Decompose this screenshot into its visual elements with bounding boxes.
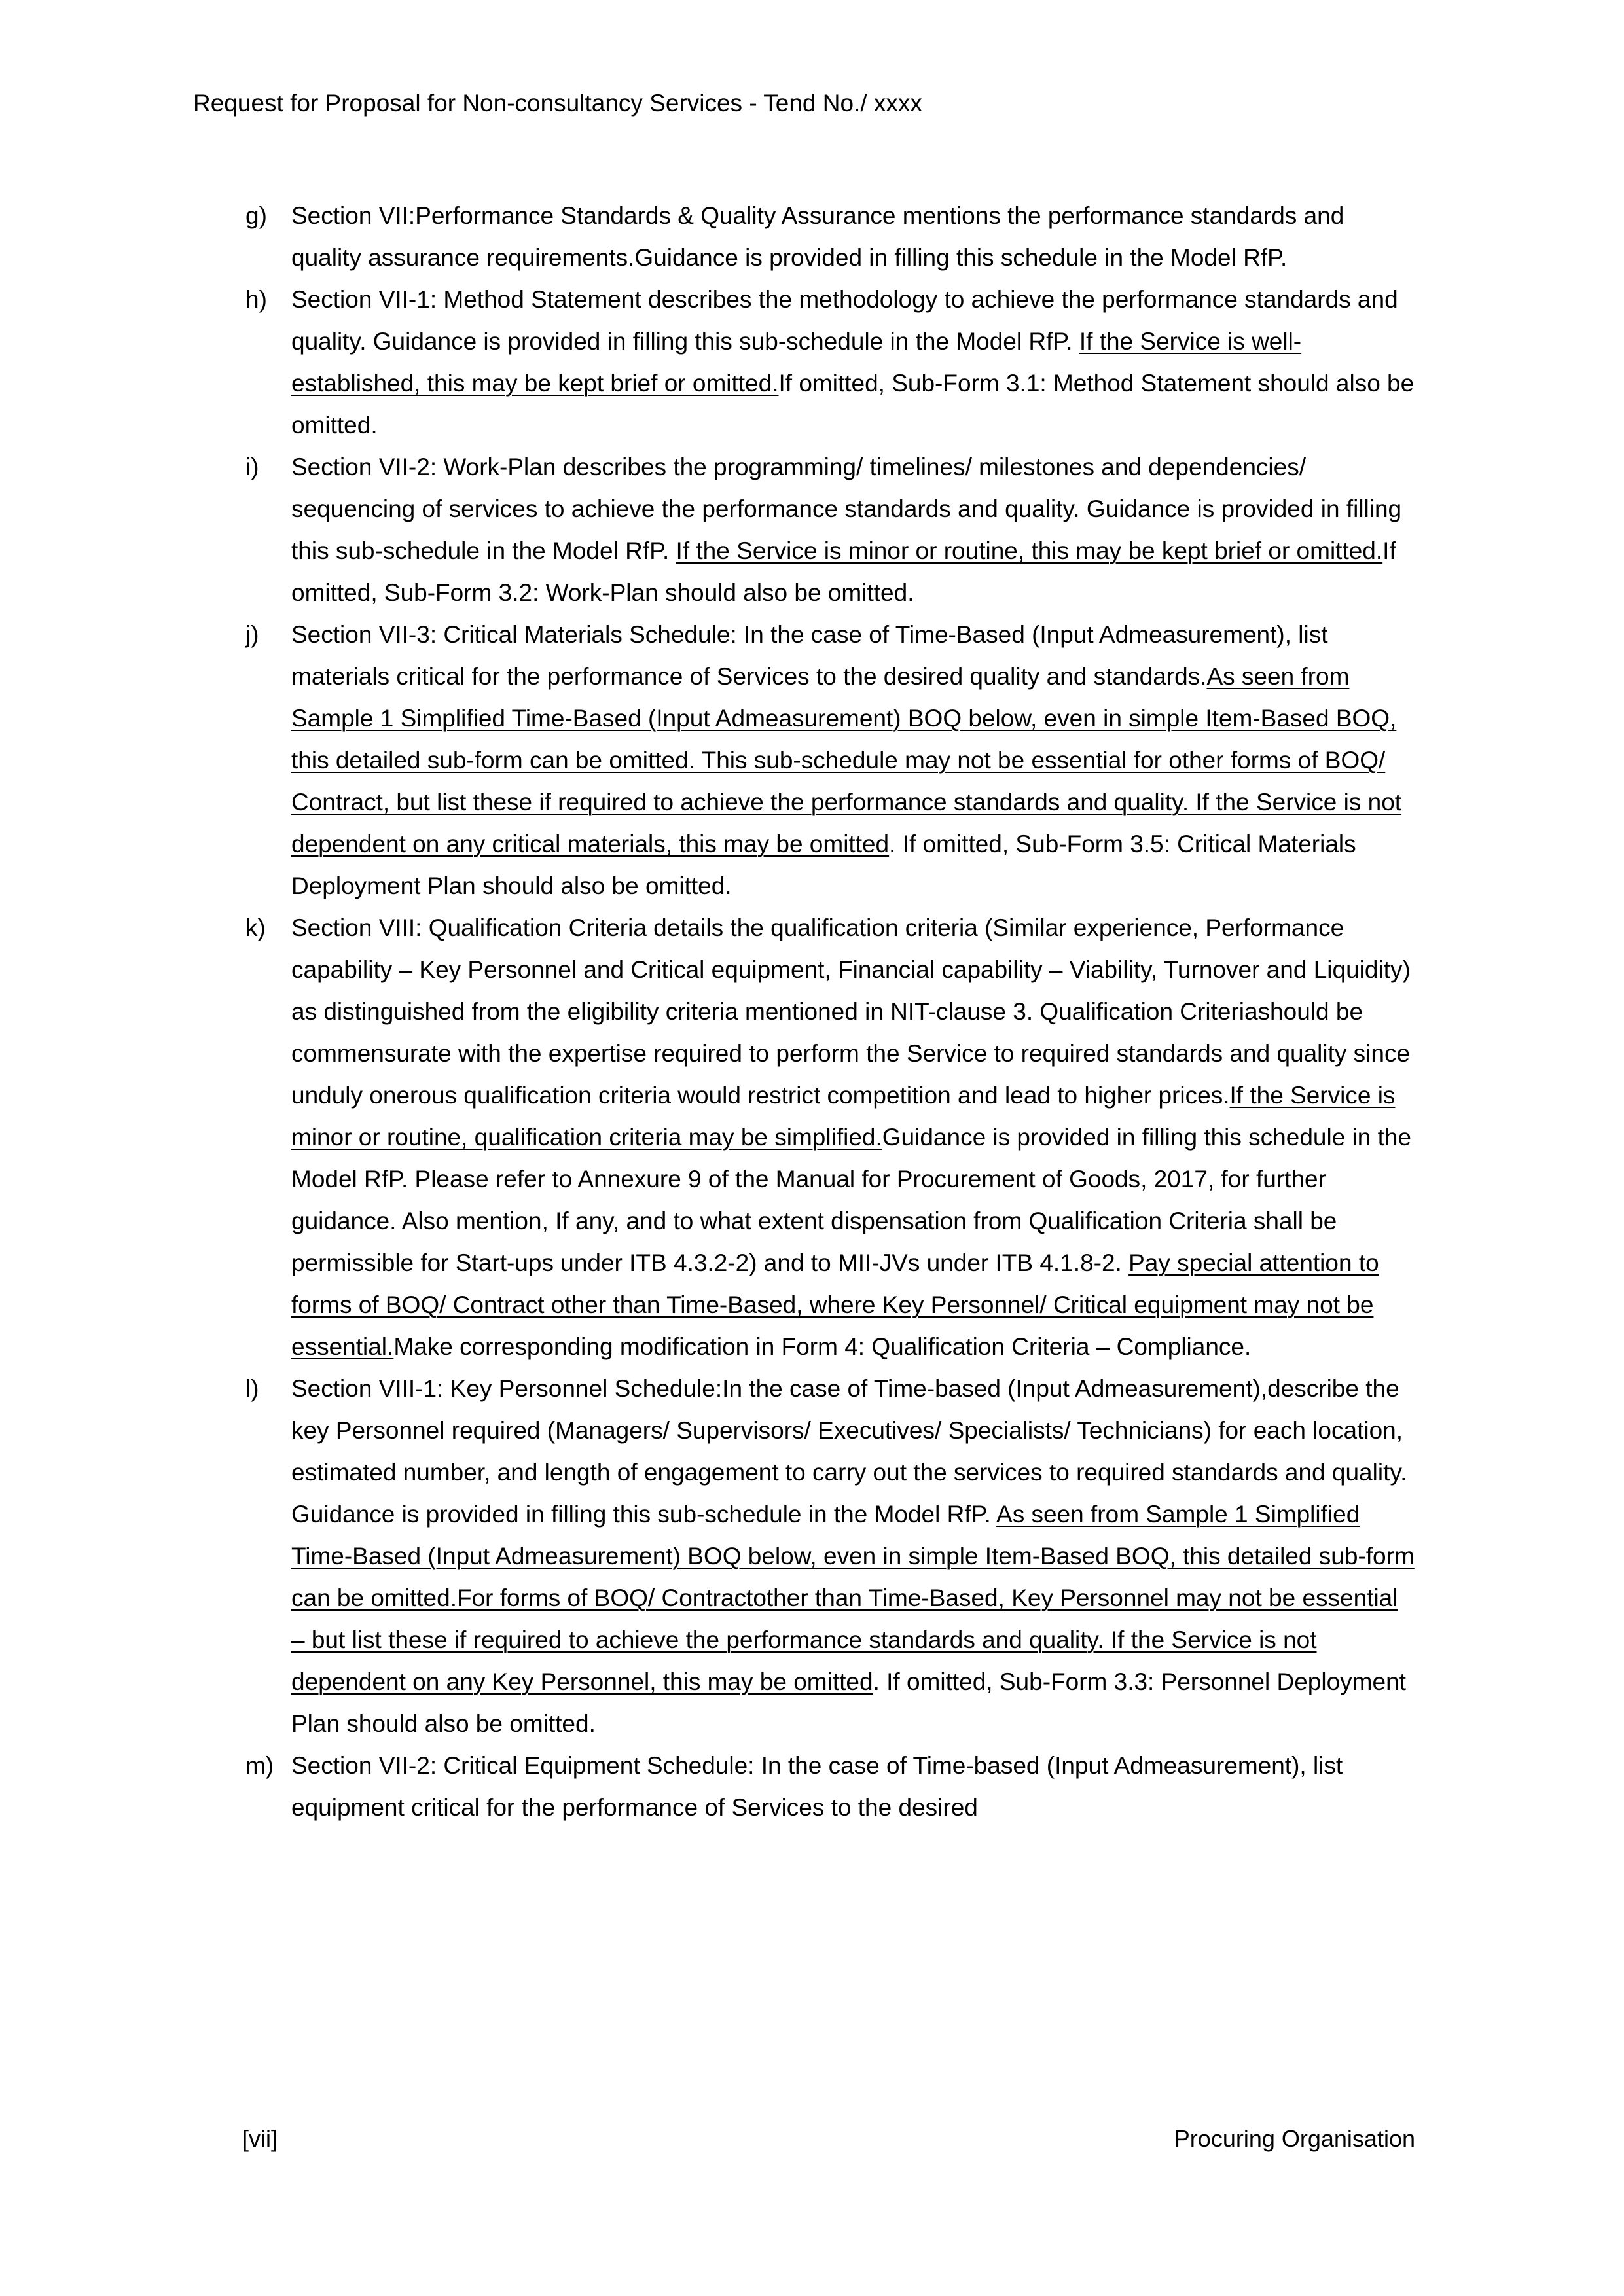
list-item	[245, 614, 1417, 907]
plain-text: Guidance is provided in filling this schedule in the Model RfP. Please refer to Annexure 9 of the Manual for Procurement of Goods, 2017, for further guidance. Also mention, If any, and to what extent dispensation from Qualification Criteria shall be permissible for Start-ups under ITB 4.3.2-2) and to MII-JVs under ITB 4.1.8-2.	[291, 1124, 1412, 1276]
underlined-text: As seen from Sample 1 Simplified Time-Based (Input Admeasurement) BOQ below, even in simple Item-Based BOQ, this detailed sub-form can be omitted. This sub-schedule may not be essential for other forms of BOQ/ Contract, but list these if required to achieve the performance standards and quality. If the Service is not dependent on any critical materials, this may be omitted	[291, 663, 1402, 857]
list-item-marker: j)	[245, 621, 259, 648]
plain-text: Section VIII-1: Key Personnel Schedule:In the case of Time-based (Input Admeasurement),describe the key Personnel required (Managers/ Supervisors/ Executives/ Specialists/ Technicians) for each location, estimated number, and length of engagement to carry out the services to required standards and quality. Guidance is provided in filling this sub-schedule in the Model RfP.	[291, 1375, 1407, 1528]
list-item-marker: l)	[245, 1375, 259, 1402]
list-item	[245, 279, 1417, 446]
list-item-text	[291, 614, 1417, 907]
plain-text: Section VII-3: Critical Materials Schedule: In the case of Time-Based (Input Admeasurement), list materials critical for the performance of Services to the desired quality and standards.	[291, 621, 1328, 690]
list-item-marker: k)	[245, 914, 266, 941]
footer-organisation: Procuring Organisation	[1174, 2125, 1415, 2152]
list-item-marker: i)	[245, 454, 259, 480]
plain-text: If omitted, Sub-Form 3.1: Method Statement should also be omitted.	[291, 370, 1415, 439]
underlined-text: As seen from Sample 1 Simplified Time-Based (Input Admeasurement) BOQ below, even in simple Item-Based BOQ, this detailed sub-form can be omitted.For forms of BOQ/ Contractother than Time-Based, Key Personnel may not be essential – but list these if required to achieve the performance standards and quality. If the Service is not dependent on any Key Personnel, this may be omitted	[291, 1501, 1415, 1695]
list-item-text	[291, 279, 1417, 446]
underlined-text: Pay special attention to forms of BOQ/ Contract other than Time-Based, where Key Personnel/ Critical equipment may not be essential.	[291, 1249, 1379, 1360]
instruction-list	[245, 195, 1417, 1829]
plain-text: If omitted, Sub-Form 3.2: Work-Plan should also be omitted.	[291, 537, 1396, 606]
list-item-marker: m)	[245, 1752, 274, 1779]
plain-text: Section VII-2: Critical Equipment Schedule: In the case of Time-based (Input Admeasurement), list equipment critical for the performance of Services to the desired	[291, 1752, 1343, 1821]
list-item-text	[291, 195, 1417, 279]
list-item-text	[291, 446, 1417, 614]
list-item-marker: g)	[245, 202, 267, 229]
plain-text: Section VII:Performance Standards & Quality Assurance mentions the performance standards and quality assurance requirements.Guidance is provided in filling this schedule in the Model RfP.	[291, 202, 1344, 271]
running-header: Request for Proposal for Non-consultancy Services - Tend No./ xxxx	[193, 90, 922, 117]
list-item-marker: h)	[245, 286, 267, 313]
page-number: [vii]	[242, 2125, 278, 2152]
list-item	[245, 195, 1417, 279]
plain-text: Section VII-1: Method Statement describes the methodology to achieve the performance standards and quality. Guidance is provided in filling this sub-schedule in the Model RfP.	[291, 286, 1398, 355]
list-item-text	[291, 1745, 1417, 1829]
plain-text: Section VII-2: Work-Plan describes the programming/ timelines/ milestones and dependencies/ sequencing of services to achieve the performance standards and quality. Guidance is provided in filling this sub-schedule in the Model RfP.	[291, 454, 1402, 564]
underlined-text: If the Service is well-established, this may be kept brief or omitted.	[291, 328, 1302, 397]
list-item-text	[291, 907, 1417, 1368]
page-footer	[242, 2124, 1415, 2154]
list-item	[245, 1745, 1417, 1829]
list-item	[245, 446, 1417, 614]
list-item	[245, 1368, 1417, 1745]
plain-text: Section VIII: Qualification Criteria details the qualification criteria (Similar experience, Performance capability – Key Personnel and Critical equipment, Financial capability – Viability, Turnover and Liquidity) as distinguished from the eligibility criteria mentioned in NIT-clause 3. Qualification Criteriashould be commensurate with the expertise required to perform the Service to required standards and quality since unduly onerous qualification criteria would restrict competition and lead to higher prices.	[291, 914, 1411, 1109]
underlined-text: If the Service is minor or routine, qualification criteria may be simplified.	[291, 1082, 1396, 1151]
plain-text: Make corresponding modification in Form 4: Qualification Criteria – Compliance.	[393, 1333, 1252, 1360]
underlined-text: If the Service is minor or routine, this may be kept brief or omitted.	[676, 537, 1383, 564]
plain-text: . If omitted, Sub-Form 3.5: Critical Materials Deployment Plan should also be omitted.	[291, 831, 1356, 899]
list-item-text	[291, 1368, 1417, 1745]
plain-text: . If omitted, Sub-Form 3.3: Personnel Deployment Plan should also be omitted.	[291, 1668, 1406, 1737]
list-item	[245, 907, 1417, 1368]
